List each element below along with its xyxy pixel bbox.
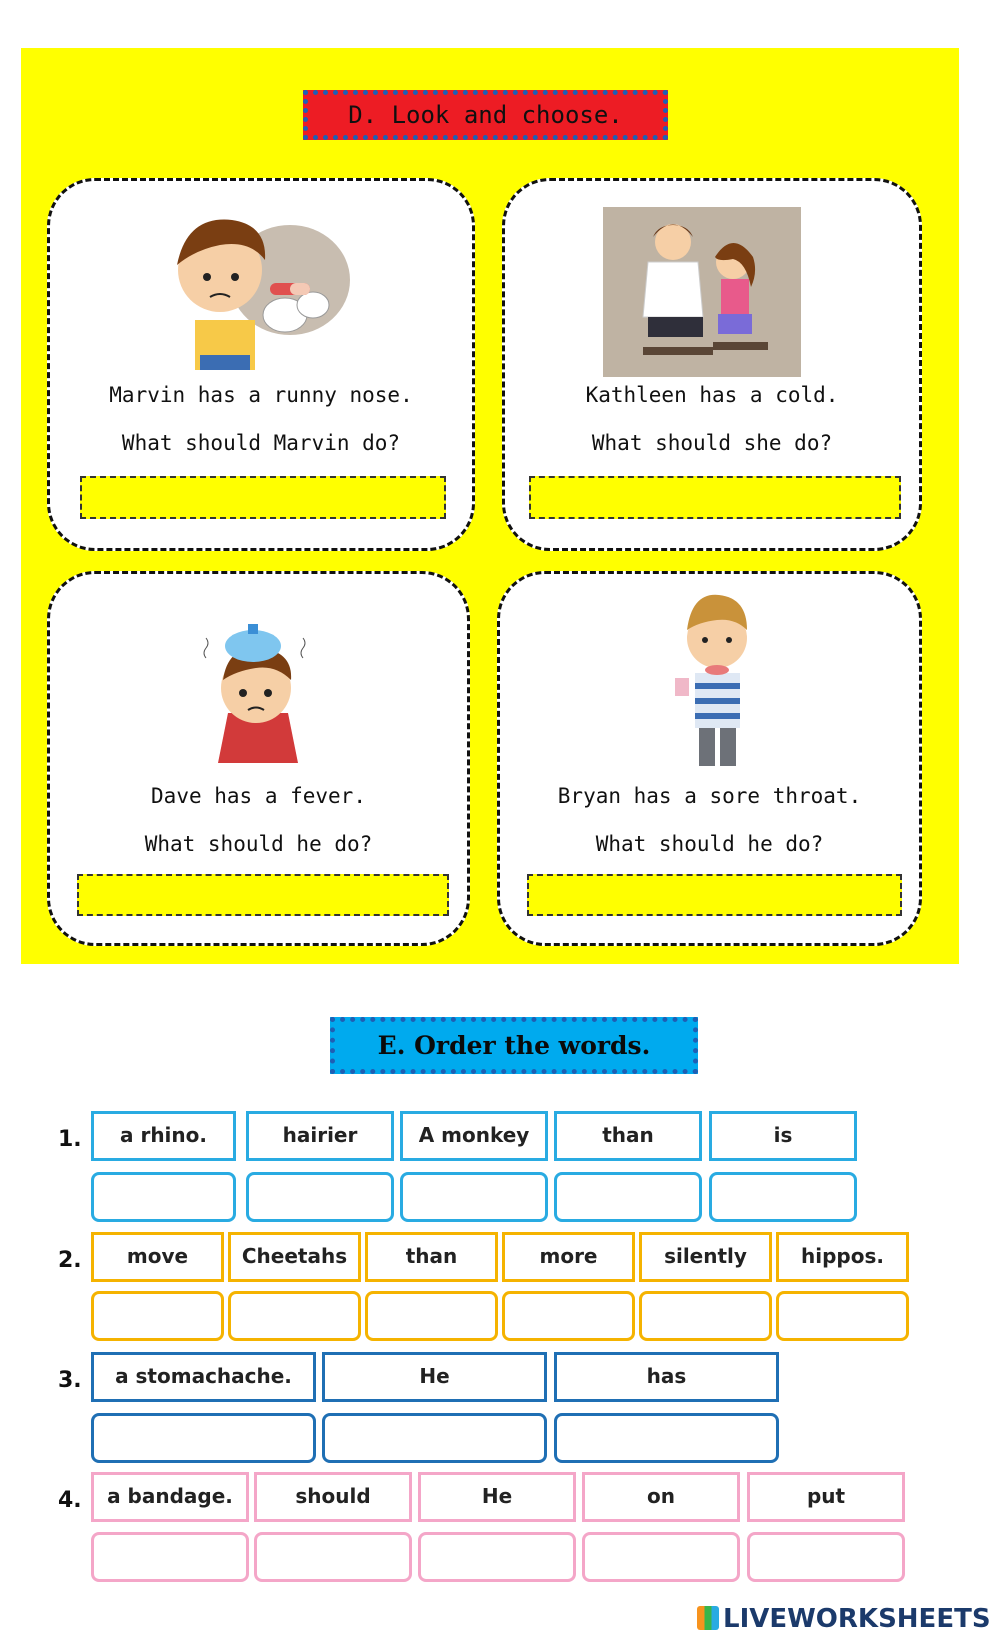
drop-slot[interactable] <box>365 1291 498 1341</box>
word-tile[interactable]: Cheetahs <box>228 1232 361 1282</box>
word-tile[interactable]: than <box>554 1111 702 1161</box>
word-tile[interactable]: silently <box>639 1232 772 1282</box>
row-number: 1. <box>58 1127 82 1152</box>
drop-slot[interactable] <box>400 1172 548 1222</box>
drop-slot[interactable] <box>776 1291 909 1341</box>
drop-slot[interactable] <box>322 1413 547 1463</box>
drop-slot[interactable] <box>91 1291 224 1341</box>
card-bryan <box>497 571 922 946</box>
card-question-line: Kathleen has a cold. <box>585 383 839 407</box>
doctor-examining-girl-illustration <box>603 207 801 377</box>
word-tile[interactable]: is <box>709 1111 857 1161</box>
row-number: 2. <box>58 1248 82 1273</box>
card-marvin <box>47 178 475 551</box>
word-tile[interactable]: more <box>502 1232 635 1282</box>
drop-slot[interactable] <box>91 1172 236 1222</box>
row-number: 3. <box>58 1368 82 1393</box>
word-tile[interactable]: a bandage. <box>91 1472 249 1522</box>
word-tile[interactable]: on <box>582 1472 740 1522</box>
liveworksheets-logo <box>697 1604 991 1634</box>
card-question-line: Marvin has a runny nose. <box>109 383 413 407</box>
boy-with-fever-illustration <box>198 618 318 763</box>
card-question-line: What should he do? <box>595 832 824 856</box>
drop-slot[interactable] <box>254 1532 412 1582</box>
word-tile[interactable]: put <box>747 1472 905 1522</box>
drop-slot[interactable] <box>246 1172 394 1222</box>
word-tile[interactable]: hippos. <box>776 1232 909 1282</box>
answer-dropdown[interactable] <box>77 874 449 916</box>
section-e-title: E. Order the words. <box>330 1017 698 1074</box>
drop-slot[interactable] <box>228 1291 361 1341</box>
drop-slot[interactable] <box>554 1172 702 1222</box>
logo-text: LIVEWORKSHEETS <box>723 1604 991 1634</box>
word-tile[interactable]: has <box>554 1352 779 1402</box>
word-tile[interactable]: than <box>365 1232 498 1282</box>
word-tile[interactable]: a stomachache. <box>91 1352 316 1402</box>
drop-slot[interactable] <box>502 1291 635 1341</box>
drop-slot[interactable] <box>418 1532 576 1582</box>
drop-slot[interactable] <box>582 1532 740 1582</box>
card-dave <box>47 571 470 946</box>
card-question-line: Bryan has a sore throat. <box>557 784 862 808</box>
word-tile[interactable]: hairier <box>246 1111 394 1161</box>
drop-slot[interactable] <box>747 1532 905 1582</box>
drop-slot[interactable] <box>554 1413 779 1463</box>
drop-slot[interactable] <box>639 1291 772 1341</box>
word-tile[interactable]: a rhino. <box>91 1111 236 1161</box>
drop-slot[interactable] <box>709 1172 857 1222</box>
card-question-line: What should she do? <box>591 431 833 455</box>
card-kathleen <box>502 178 922 551</box>
answer-dropdown[interactable] <box>527 874 902 916</box>
answer-dropdown[interactable] <box>529 476 901 519</box>
section-d-title: D. Look and choose. <box>303 90 668 140</box>
word-tile[interactable]: move <box>91 1232 224 1282</box>
drop-slot[interactable] <box>91 1532 249 1582</box>
card-question-line: Dave has a fever. <box>151 784 366 808</box>
card-question-line: What should he do? <box>144 832 373 856</box>
word-tile[interactable]: He <box>322 1352 547 1402</box>
word-tile[interactable]: He <box>418 1472 576 1522</box>
card-question-line: What should Marvin do? <box>121 431 401 455</box>
boy-sore-throat-illustration <box>665 588 765 773</box>
logo-icon <box>697 1606 719 1630</box>
answer-dropdown[interactable] <box>80 476 446 519</box>
row-number: 4. <box>58 1488 82 1513</box>
sick-boy-pills-illustration <box>155 205 355 370</box>
word-tile[interactable]: should <box>254 1472 412 1522</box>
drop-slot[interactable] <box>91 1413 316 1463</box>
word-tile[interactable]: A monkey <box>400 1111 548 1161</box>
